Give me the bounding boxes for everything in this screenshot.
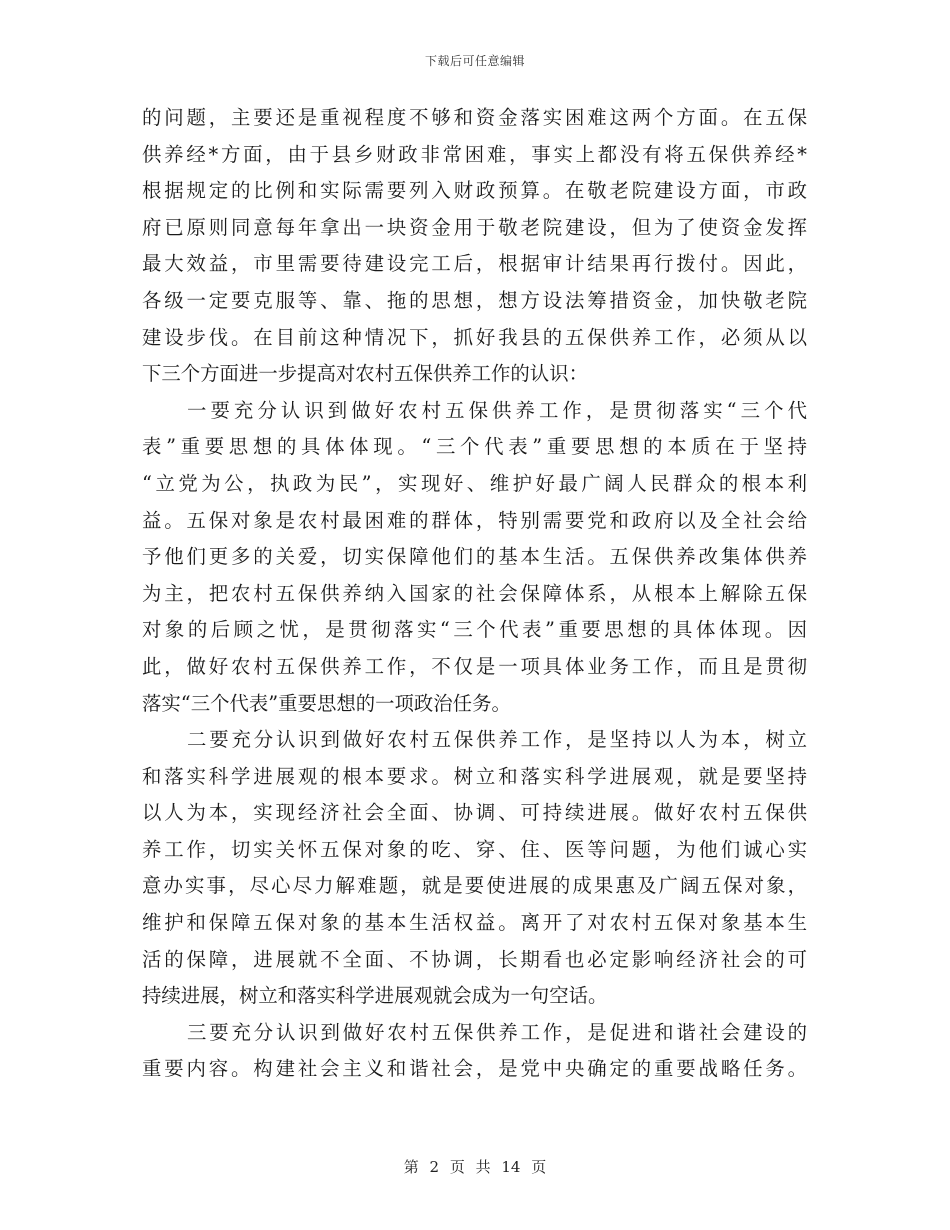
text-line: 维护和保障五保对象的基本生活权益。离开了对农村五保对象基本生 bbox=[142, 911, 807, 935]
text-line: 下三个方面进一步提高对农村五保供养工作的认识： bbox=[142, 362, 588, 386]
text-line: 一要充分认识到做好农村五保供养工作，是贯彻落实“三个代 bbox=[187, 398, 807, 422]
text-line: 根据规定的比例和实际需要列入财政预算。在敬老院建设方面，市政 bbox=[142, 179, 807, 203]
document-body bbox=[142, 100, 807, 1088]
paragraph bbox=[142, 722, 807, 1015]
text-line: 最大效益，市里需要待建设完工后，根据审计结果再行拨付。因此， bbox=[142, 252, 807, 276]
text-line: 供养经*方面，由于县乡财政非常困难，事实上都没有将五保供养经* bbox=[142, 142, 807, 166]
text-line: 对象的后顾之忧，是贯彻落实“三个代表”重要思想的具体体现。因 bbox=[142, 618, 807, 642]
text-line: 建设步伐。在目前这种情况下，抓好我县的五保供养工作，必须从以 bbox=[142, 325, 807, 349]
text-line: “立党为公，执政为民”，实现好、维护好最广阔人民群众的根本利 bbox=[142, 471, 807, 495]
text-line: 持续进展，树立和落实科学进展观就会成为一句空话。 bbox=[142, 984, 608, 1008]
text-line: 活的保障，进展就不全面、不协调，长期看也必定影响经济社会的可 bbox=[142, 947, 807, 971]
paragraph bbox=[142, 393, 807, 722]
paragraph bbox=[142, 100, 807, 393]
text-line: 落实“三个代表”重要思想的一项政治任务。 bbox=[142, 691, 511, 715]
text-line: 表”重要思想的具体体现。“三个代表”重要思想的本质在于坚持 bbox=[142, 435, 807, 459]
text-line: 三要充分认识到做好农村五保供养工作，是促进和谐社会建设的 bbox=[187, 1020, 807, 1044]
text-line: 养工作，切实关怀五保对象的吃、穿、住、医等问题，为他们诚心实 bbox=[142, 837, 807, 861]
text-line: 各级一定要克服等、靠、拖的思想，想方设法筹措资金，加快敬老院 bbox=[142, 288, 807, 312]
text-line: 予他们更多的关爱，切实保障他们的基本生活。五保供养改集体供养 bbox=[142, 545, 807, 569]
text-line: 二要充分认识到做好农村五保供养工作，是坚持以人为本，树立 bbox=[187, 728, 807, 752]
text-line: 的问题，主要还是重视程度不够和资金落实困难这两个方面。在五保 bbox=[142, 106, 807, 129]
text-line: 意办实事，尽心尽力解难题，就是要使进展的成果惠及广阔五保对象， bbox=[142, 874, 807, 898]
text-line: 为主，把农村五保供养纳入国家的社会保障体系，从根本上解除五保 bbox=[142, 581, 807, 605]
text-line: 益。五保对象是农村最困难的群体，特别需要党和政府以及全社会给 bbox=[142, 508, 807, 532]
text-line: 府已原则同意每年拿出一块资金用于敬老院建设，但为了使资金发挥 bbox=[142, 215, 807, 239]
text-line: 和落实科学进展观的根本要求。树立和落实科学进展观，就是要坚持 bbox=[142, 764, 807, 788]
paragraph bbox=[142, 1015, 807, 1088]
page-footer: 第 2 页 共 14 页 bbox=[403, 1158, 547, 1176]
text-line: 以人为本，实现经济社会全面、协调、可持续进展。做好农村五保供 bbox=[142, 801, 807, 825]
text-line: 此，做好农村五保供养工作，不仅是一项具体业务工作，而且是贯彻 bbox=[142, 654, 807, 678]
text-line: 重要内容。构建社会主义和谐社会，是党中央确定的重要战略任务。 bbox=[142, 1057, 807, 1081]
page-header: 下载后可任意编辑 bbox=[424, 54, 525, 68]
